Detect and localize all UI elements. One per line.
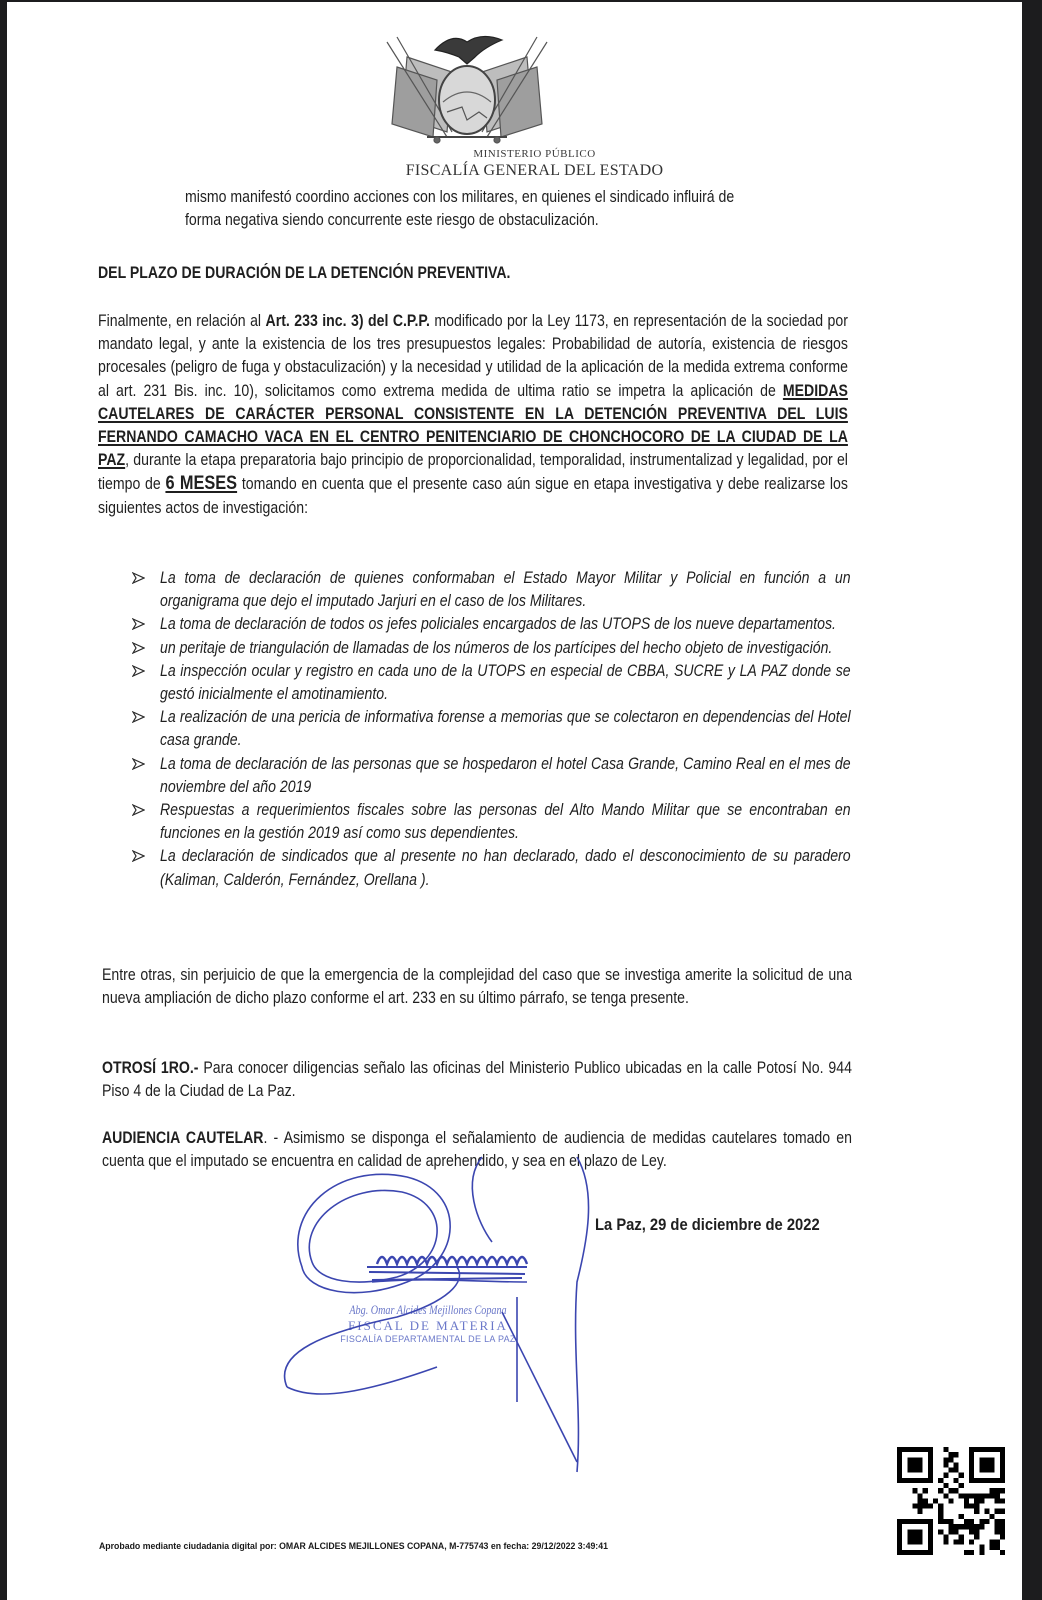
qr-module: [1000, 1478, 1005, 1483]
qr-module: [912, 1504, 917, 1509]
qr-module: [897, 1524, 902, 1529]
stamp-name: Abg. Omar Alcides Mejillones Copana: [349, 1302, 507, 1317]
qr-module: [995, 1478, 1000, 1483]
qr-module: [959, 1493, 964, 1498]
qr-module: [938, 1488, 943, 1493]
arrowhead-bullet-icon: [132, 711, 145, 723]
qr-module: [907, 1462, 912, 1467]
qr-module: [912, 1529, 917, 1534]
qr-module: [969, 1540, 974, 1545]
qr-module: [897, 1447, 902, 1452]
investigation-act-text: La inspección ocular y registro en cada uno de la UTOPS en especial de CBBA, SUCRE y LA PAZ donde se gestó inicialmente el amotinamiento.: [160, 661, 851, 704]
qr-module: [918, 1509, 923, 1514]
qr-module: [974, 1529, 979, 1534]
qr-module: [928, 1452, 933, 1457]
qr-module: [918, 1462, 923, 1467]
qr-module: [912, 1488, 917, 1493]
qr-module: [897, 1529, 902, 1534]
qr-module: [923, 1504, 928, 1509]
qr-module: [990, 1447, 995, 1452]
document-page: [7, 2, 1022, 1600]
qr-module: [969, 1504, 974, 1509]
qr-module: [1000, 1529, 1005, 1534]
qr-module: [995, 1519, 1000, 1524]
qr-module: [923, 1447, 928, 1452]
qr-module: [918, 1447, 923, 1452]
qr-module: [912, 1519, 917, 1524]
qr-module: [1000, 1473, 1005, 1478]
qr-module: [984, 1447, 989, 1452]
qr-module: [995, 1488, 1000, 1493]
arrowhead-bullet-icon: [132, 572, 145, 584]
qr-module: [974, 1524, 979, 1529]
qr-module: [990, 1478, 995, 1483]
qr-module: [907, 1550, 912, 1555]
qr-module: [948, 1468, 953, 1473]
qr-module: [928, 1545, 933, 1550]
investigation-act-item: [132, 613, 852, 636]
qr-module: [918, 1550, 923, 1555]
qr-module: [928, 1519, 933, 1524]
qr-module: [943, 1493, 948, 1498]
qr-module: [1000, 1550, 1005, 1555]
audiencia-text: . - Asimismo se disponga el señalamiento de audiencia de medidas cautelares tomado en cuenta que el imputado se encuentra en calidad de aprehendido, y sea en el plazo de Ley.: [102, 1129, 852, 1171]
qr-module: [974, 1498, 979, 1503]
qr-module: [918, 1457, 923, 1462]
qr-module: [995, 1509, 1000, 1514]
qr-module: [969, 1473, 974, 1478]
qr-module: [964, 1498, 969, 1503]
qr-module: [897, 1540, 902, 1545]
qr-module: [943, 1473, 948, 1478]
qr-module: [990, 1540, 995, 1545]
closing-paragraph: Entre otras, sin perjuicio de que la emergencia de la complejidad del caso que se investiga amerite la solicitud de una nueva ampliación de dicho plazo conforme el art. 233 en su último párrafo, se tenga presente.: [102, 966, 852, 1008]
qr-module: [979, 1498, 984, 1503]
qr-module: [995, 1529, 1000, 1534]
qr-module: [984, 1493, 989, 1498]
qr-module: [969, 1452, 974, 1457]
qr-module: [928, 1534, 933, 1539]
qr-module: [954, 1468, 959, 1473]
qr-module: [995, 1498, 1000, 1503]
arrowhead-bullet-icon: [132, 642, 145, 654]
qr-module: [1000, 1452, 1005, 1457]
qr-module: [969, 1478, 974, 1483]
qr-module: [954, 1540, 959, 1545]
measure-request: MEDIDAS CAUTELARES DE CARÁCTER PERSONAL CONSISTENTE EN LA DETENCIÓN PREVENTIVA DEL LUIS FERNANDO CAMACHO VACA EN EL CENTRO PENITENCIARIO DE CHONCHOCORO DE LA CIUDAD DE LA PAZ: [98, 381, 848, 470]
qr-module: [948, 1519, 953, 1524]
investigation-act-text: La declaración de sindicados que al presente no han declarado, dado el desconocimiento de su paradero (Kaliman, Calderón, Fernández, Orellana ).: [160, 847, 851, 889]
qr-module: [984, 1457, 989, 1462]
qr-module: [990, 1493, 995, 1498]
qr-module: [897, 1519, 902, 1524]
qr-module: [984, 1509, 989, 1514]
investigation-act-text: La toma de declaración de todos os jefes policiales encargados de las UTOPS de los nueve departamentos.: [160, 615, 836, 634]
article-reference: Art. 233 inc. 3) del C.P.P.: [265, 312, 430, 330]
qr-module: [995, 1447, 1000, 1452]
qr-module: [943, 1540, 948, 1545]
audiencia-label: AUDIENCIA CAUTELAR: [102, 1129, 264, 1147]
qr-module: [1000, 1534, 1005, 1539]
qr-module: [907, 1447, 912, 1452]
qr-module: [969, 1457, 974, 1462]
qr-module: [918, 1493, 923, 1498]
qr-module: [959, 1483, 964, 1488]
qr-module: [928, 1529, 933, 1534]
qr-module: [979, 1457, 984, 1462]
qr-module: [990, 1488, 995, 1493]
qr-module: [907, 1534, 912, 1539]
arrowhead-bullet-icon: [132, 665, 145, 677]
qr-module: [1000, 1524, 1005, 1529]
qr-module: [948, 1488, 953, 1493]
qr-module: [902, 1478, 907, 1483]
qr-module: [964, 1493, 969, 1498]
qr-module: [995, 1545, 1000, 1550]
qr-module: [1000, 1462, 1005, 1467]
qr-module: [984, 1462, 989, 1467]
qr-module: [979, 1524, 984, 1529]
investigation-act-item: [132, 799, 852, 845]
coat-of-arms-icon: [367, 12, 567, 152]
qr-module: [1000, 1488, 1005, 1493]
qr-module: [954, 1462, 959, 1467]
qr-module: [912, 1550, 917, 1555]
investigation-act-text: La toma de declaración de las personas que se hospedaron el hotel Casa Grande, Camino Real en el mes de noviembre del año 2019: [160, 754, 851, 796]
qr-module: [918, 1498, 923, 1503]
qr-module: [954, 1524, 959, 1529]
qr-module: [912, 1447, 917, 1452]
investigation-act-text: La realización de una pericia de informativa forense a memorias que se colectaron en dependencias del Hotel casa grande.: [160, 708, 851, 750]
qr-module: [979, 1545, 984, 1550]
qr-module: [918, 1504, 923, 1509]
qr-module: [918, 1540, 923, 1545]
qr-module: [954, 1452, 959, 1457]
qr-module: [907, 1529, 912, 1534]
qr-module: [933, 1498, 938, 1503]
qr-module: [969, 1468, 974, 1473]
qr-module: [928, 1447, 933, 1452]
qr-module: [990, 1457, 995, 1462]
qr-module: [959, 1473, 964, 1478]
qr-module: [969, 1447, 974, 1452]
qr-module: [1000, 1509, 1005, 1514]
qr-module: [912, 1540, 917, 1545]
place-date: La Paz, 29 de diciembre de 2022: [595, 1216, 820, 1234]
qr-module: [964, 1550, 969, 1555]
arrowhead-bullet-icon: [132, 804, 145, 816]
qr-module: [984, 1478, 989, 1483]
qr-module: [974, 1504, 979, 1509]
qr-module: [979, 1468, 984, 1473]
qr-module: [964, 1524, 969, 1529]
qr-module: [964, 1519, 969, 1524]
qr-module: [918, 1534, 923, 1539]
qr-module: [912, 1457, 917, 1462]
qr-module: [1000, 1519, 1005, 1524]
qr-module: [979, 1478, 984, 1483]
qr-module: [897, 1473, 902, 1478]
qr-module: [969, 1550, 974, 1555]
qr-module: [974, 1447, 979, 1452]
stamp-title: FISCAL DE MATERIA: [348, 1318, 508, 1333]
qr-module: [974, 1534, 979, 1539]
arrowhead-bullet-icon: [132, 618, 145, 630]
digital-approval-footer: Aprobado mediante ciudadania digital por: OMAR ALCIDES MEJILLONES COPANA, M-775743 en fecha: 29/12/2022 3:49:41: [99, 1541, 608, 1551]
qr-module: [979, 1519, 984, 1524]
otrosi-label: OTROSÍ 1RO.-: [102, 1059, 199, 1077]
qr-module: [974, 1478, 979, 1483]
otrosi-text: Para conocer diligencias señalo las oficinas del Ministerio Publico ubicadas en la calle Potosí No. 944 Piso 4 de la Ciudad de La Paz.: [102, 1059, 852, 1101]
qr-module: [943, 1534, 948, 1539]
qr-module: [964, 1504, 969, 1509]
qr-module: [902, 1447, 907, 1452]
qr-module: [974, 1509, 979, 1514]
qr-module: [938, 1504, 943, 1509]
qr-module: [928, 1504, 933, 1509]
qr-module: [943, 1519, 948, 1524]
investigation-act-item: [132, 567, 852, 613]
qr-code-icon[interactable]: [897, 1447, 1005, 1555]
investigation-act-text: La toma de declaración de quienes conformaban el Estado Mayor Militar y Policial en función a un organigrama que dejo el imputado Jarjuri en el caso de los Militares.: [160, 569, 851, 611]
qr-module: [943, 1462, 948, 1467]
qr-module: [938, 1478, 943, 1483]
qr-module: [912, 1534, 917, 1539]
continuation-text: [185, 186, 852, 232]
qr-module: [948, 1529, 953, 1534]
qr-module: [923, 1498, 928, 1503]
qr-module: [1000, 1457, 1005, 1462]
qr-module: [979, 1493, 984, 1498]
qr-module: [990, 1514, 995, 1519]
qr-module: [990, 1545, 995, 1550]
qr-module: [918, 1519, 923, 1524]
qr-module: [948, 1524, 953, 1529]
qr-module: [959, 1524, 964, 1529]
qr-module: [897, 1468, 902, 1473]
qr-module: [1000, 1447, 1005, 1452]
qr-module: [984, 1519, 989, 1524]
qr-module: [995, 1540, 1000, 1545]
investigation-act-item: [132, 660, 852, 706]
qr-module: [943, 1447, 948, 1452]
qr-module: [943, 1483, 948, 1488]
investigation-act-item: [132, 637, 852, 660]
paragraph-text: Finalmente, en relación al: [98, 312, 266, 330]
qr-module: [912, 1462, 917, 1467]
qr-module: [902, 1550, 907, 1555]
qr-module: [897, 1478, 902, 1483]
qr-module: [954, 1488, 959, 1493]
qr-module: [907, 1540, 912, 1545]
qr-module: [897, 1534, 902, 1539]
qr-module: [979, 1447, 984, 1452]
qr-module: [912, 1478, 917, 1483]
qr-module: [1000, 1498, 1005, 1503]
qr-module: [918, 1468, 923, 1473]
main-paragraph: [98, 310, 848, 520]
institution-line-1: MINISTERIO PÚBLICO: [473, 148, 596, 160]
qr-module: [938, 1509, 943, 1514]
qr-module: [979, 1550, 984, 1555]
handwritten-signature: [277, 1152, 607, 1482]
qr-module: [923, 1550, 928, 1555]
qr-module: [907, 1457, 912, 1462]
qr-module: [928, 1457, 933, 1462]
institution-line-2: FISCALÍA GENERAL DEL ESTADO: [405, 162, 664, 179]
investigation-act-item: [132, 753, 852, 799]
investigation-acts-list: [132, 567, 852, 892]
qr-module: [969, 1529, 974, 1534]
qr-module: [948, 1498, 953, 1503]
qr-module: [959, 1540, 964, 1545]
qr-module: [938, 1519, 943, 1524]
qr-module: [959, 1534, 964, 1539]
qr-module: [979, 1462, 984, 1467]
qr-module: [928, 1550, 933, 1555]
qr-module: [938, 1514, 943, 1519]
arrowhead-bullet-icon: [132, 850, 145, 862]
qr-module: [907, 1468, 912, 1473]
qr-module: [954, 1478, 959, 1483]
qr-module: [948, 1457, 953, 1462]
duration-highlight: 6 MESES: [165, 473, 238, 495]
qr-module: [969, 1519, 974, 1524]
qr-module: [928, 1524, 933, 1529]
qr-module: [928, 1462, 933, 1467]
qr-module: [923, 1478, 928, 1483]
section-heading: DEL PLAZO DE DURACIÓN DE LA DETENCIÓN PREVENTIVA.: [98, 264, 511, 282]
qr-module: [912, 1468, 917, 1473]
qr-module: [969, 1462, 974, 1467]
qr-module: [918, 1478, 923, 1483]
qr-module: [897, 1452, 902, 1457]
qr-module: [897, 1545, 902, 1550]
qr-module: [990, 1468, 995, 1473]
qr-module: [1000, 1468, 1005, 1473]
arrowhead-bullet-icon: [132, 758, 145, 770]
qr-module: [928, 1478, 933, 1483]
paragraph-text: tomando en cuenta que el presente caso aún sigue en etapa investigativa y debe realizarse los siguientes actos de investigación:: [98, 475, 848, 517]
qr-module: [907, 1478, 912, 1483]
qr-module: [948, 1452, 953, 1457]
investigation-act-text: un peritaje de triangulación de llamadas de los números de los partícipes del hecho objeto de investigación.: [160, 638, 833, 657]
qr-module: [897, 1550, 902, 1555]
investigation-act-text: Respuestas a requerimientos fiscales sobre las personas del Alto Mando Militar que se encontraban en funciones en la gestión 2019 así como sus dependientes.: [160, 801, 851, 843]
qr-module: [897, 1462, 902, 1467]
investigation-act-item: [132, 845, 852, 891]
paragraph-text: , durante la etapa preparatoria bajo principio de proporcionalidad, temporalidad, instrumentalizad y legalidad, por el tiempo de: [98, 451, 848, 494]
qr-module: [902, 1519, 907, 1524]
qr-module: [923, 1488, 928, 1493]
qr-module: [954, 1529, 959, 1534]
qr-module: [969, 1493, 974, 1498]
qr-module: [928, 1468, 933, 1473]
qr-module: [918, 1529, 923, 1534]
continuation-line-1: mismo manifestó coordino acciones con los militares, en quienes el sindicado influirá de: [185, 188, 735, 206]
qr-module: [897, 1457, 902, 1462]
otrosi-paragraph: [102, 1057, 852, 1103]
qr-module: [959, 1514, 964, 1519]
qr-module: [995, 1493, 1000, 1498]
investigation-act-item: [132, 706, 852, 752]
stamp-office: FISCALÍA DEPARTAMENTAL DE LA PAZ: [340, 1334, 516, 1344]
qr-module: [943, 1457, 948, 1462]
qr-module: [995, 1524, 1000, 1529]
qr-module: [990, 1462, 995, 1467]
paragraph-text: modificado por la Ley 1173, en representación de la sociedad por mandato legal, y ante la existencia de los tres presupuestos legales: Probabilidad de autoría, existencia de riesgos procesales (peligro de fuga y obstaculización) y la necesidad y utilidad de la aplicación de la medida extrema conforme al art. 231 Bis. inc. 10), solicitamos como extrema medida de ultima ratio se impetra la aplicación de: [98, 312, 848, 400]
qr-module: [928, 1473, 933, 1478]
qr-module: [928, 1540, 933, 1545]
qr-module: [984, 1468, 989, 1473]
qr-module: [923, 1519, 928, 1524]
qr-module: [938, 1529, 943, 1534]
qr-module: [974, 1493, 979, 1498]
continuation-line-2: forma negativa siendo concurrente este riesgo de obstaculización.: [185, 211, 599, 230]
qr-module: [907, 1519, 912, 1524]
qr-module: [969, 1524, 974, 1529]
